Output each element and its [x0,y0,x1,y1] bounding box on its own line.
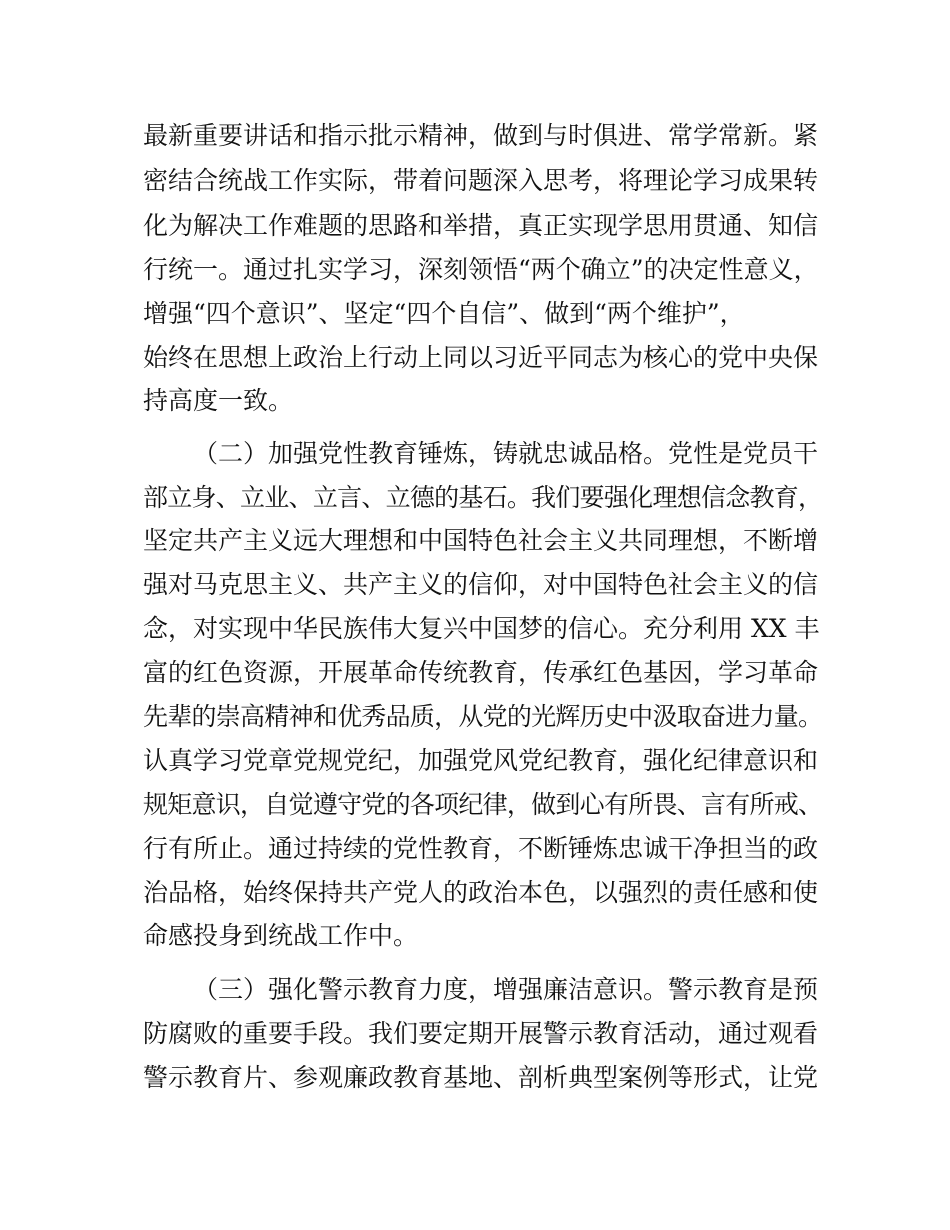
paragraph-2-line-12: 命感投身到统战工作中。 [143,921,419,950]
paragraph-1-line-6: 始终在思想上政治上行动上同以习近平同志为核心的党中央保 [143,343,819,372]
paragraph-2-line-8: 认真学习党章党规党纪，加强党风党纪教育，强化纪律意识和 [143,746,819,775]
paragraph-2-line-7: 先辈的崇高精神和优秀品质，从党的光辉历史中汲取奋进力量。 [143,702,823,731]
paragraph-1-line-1: 最新重要讲话和指示批示精神，做到与时俱进、常学常新。紧 [143,121,819,150]
paragraph-2-line-5: 念，对实现中华民族伟大复兴中国梦的信心。充分利用 XX 丰 [143,614,820,643]
paragraph-2-line-9: 规矩意识，自觉遵守党的各项纪律，做到心有所畏、言有所戒、 [143,790,823,819]
paragraph-1-line-3: 化为解决工作难题的思路和举措，真正实现学思用贯通、知信 [143,211,819,240]
paragraph-1-line-4: 行统一。通过扎实学习，深刻领悟“两个确立”的决定性意义， [143,255,819,284]
paragraph-2-line-4: 强对马克思主义、共产主义的信仰，对中国特色社会主义的信 [143,570,819,599]
paragraph-3-line-2: 防腐败的重要手段。我们要定期开展警示教育活动，通过观看 [143,1019,819,1048]
paragraph-1-line-2: 密结合统战工作实际，带着问题深入思考，将理论学习成果转 [143,166,819,195]
paragraph-2-line-6: 富的红色资源，开展革命传统教育，传承红色基因，学习革命 [143,658,819,687]
paragraph-1-line-5: 增强“四个意识”、坚定“四个自信”、做到“两个维护”， [143,299,745,328]
paragraph-2-line-2: 部立身、立业、立言、立德的基石。我们要强化理想信念教育， [143,483,823,512]
paragraph-2-line-1: （二）加强党性教育锤炼，铸就忠诚品格。党性是党员干 [193,439,819,468]
paragraph-3-line-1: （三）强化警示教育力度，增强廉洁意识。警示教育是预 [193,975,819,1004]
paragraph-3-line-3: 警示教育片、参观廉政教育基地、剖析典型案例等形式，让党 [143,1063,819,1092]
paragraph-2-line-11: 治品格，始终保持共产党人的政治本色，以强烈的责任感和使 [143,878,819,907]
paragraph-2-line-10: 行有所止。通过持续的党性教育，不断锤炼忠诚干净担当的政 [143,834,819,863]
paragraph-2-line-3: 坚定共产主义远大理想和中国特色社会主义共同理想，不断增 [143,526,819,555]
paragraph-1-line-7: 持高度一致。 [143,386,294,415]
